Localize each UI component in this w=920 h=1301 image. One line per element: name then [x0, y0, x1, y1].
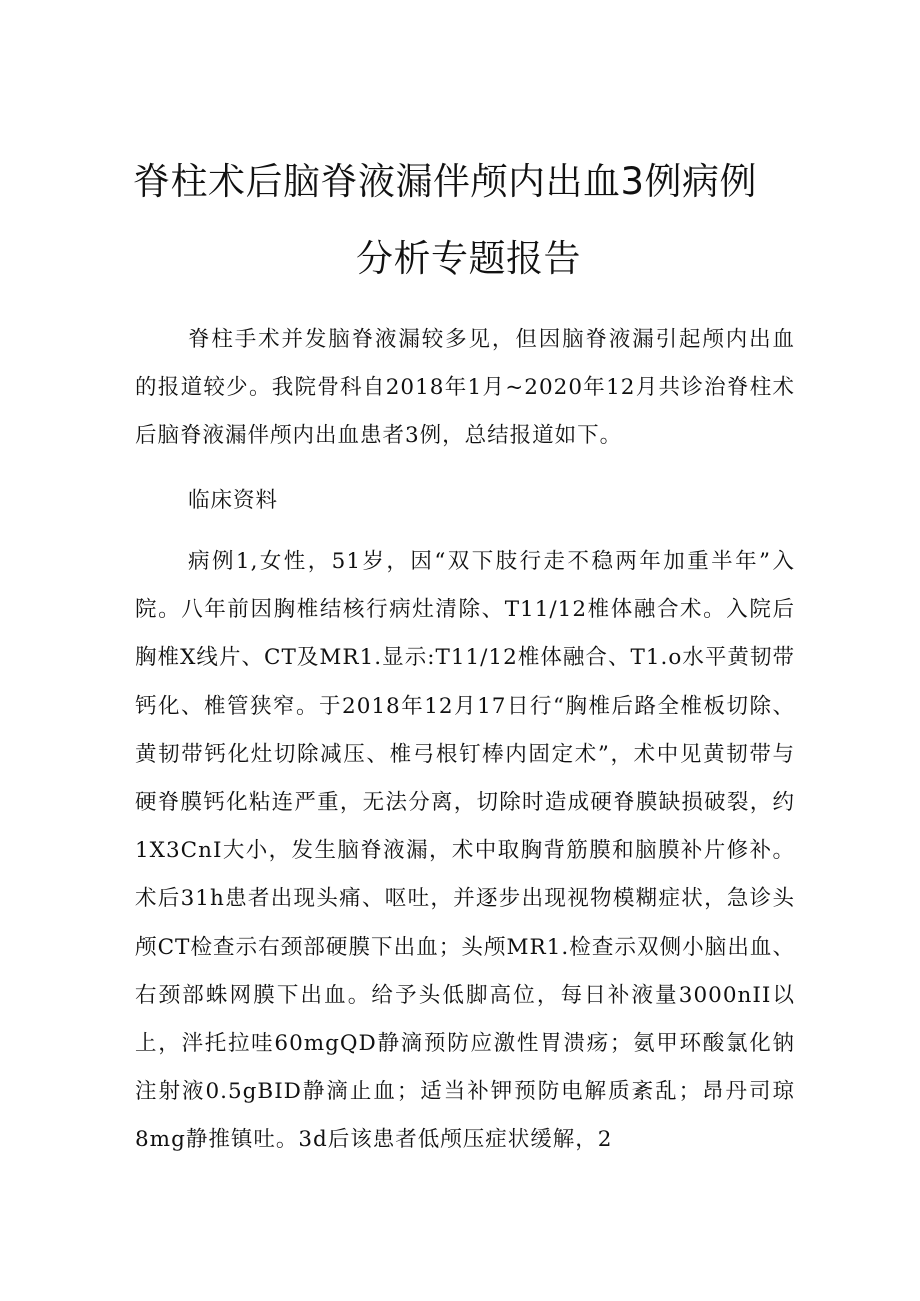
case-1-paragraph: 病例1,女性，51岁，因“双下肢行走不稳两年加重半年”入院。八年前因胸椎结核行病灶清除、T11/12椎体融合术。入院后胸椎X线片、CT及MR1.显示:T11/12椎体融合、T1.o水平黄韧带钙化、椎管狭窄。于2018年12月17日行“胸椎后路全椎板切除、黄韧带钙化灶切除减压、椎弓根钉棒内固定术”，术中见黄韧带与硬脊膜钙化粘连严重，无法分离，切除时造成硬脊膜缺损破裂，约1X3CnI大小，发生脑脊液漏，术中取胸背筋膜和脑膜补片修补。术后31h患者出现头痛、呕吐，并逐步出现视物模糊症状，急诊头颅CT检查示右颈部硬膜下出血；头颅MR1.检查示双侧小脑出血、右颈部蛛网膜下出血。给予头低脚高位，每日补液量3000nII以上，泮托拉哇60mgQD静滴预防应激性胃溃疡；氨甲环酸氯化钠注射液0.5gBID静滴止血；适当补钾预防电解质紊乱；昂丹司琼8mg静推镇吐。3d后该患者低颅压症状缓解，2	[135, 549, 795, 1153]
document-title-line-2: 分析专题报告	[356, 237, 581, 280]
intro-paragraph: 脊柱手术并发脑脊液漏较多见，但因脑脊液漏引起颅内出血的报道较少。我院骨科自2018年1月~2020年12月共诊治脊柱术后脑脊液漏伴颅内出血患者3例，总结报道如下。	[135, 327, 795, 449]
section-heading-clinical-data: 临床资料	[188, 488, 279, 513]
document-title-line-1: 脊柱术后脑脊液漏伴颅内出血3例病例	[133, 160, 758, 203]
